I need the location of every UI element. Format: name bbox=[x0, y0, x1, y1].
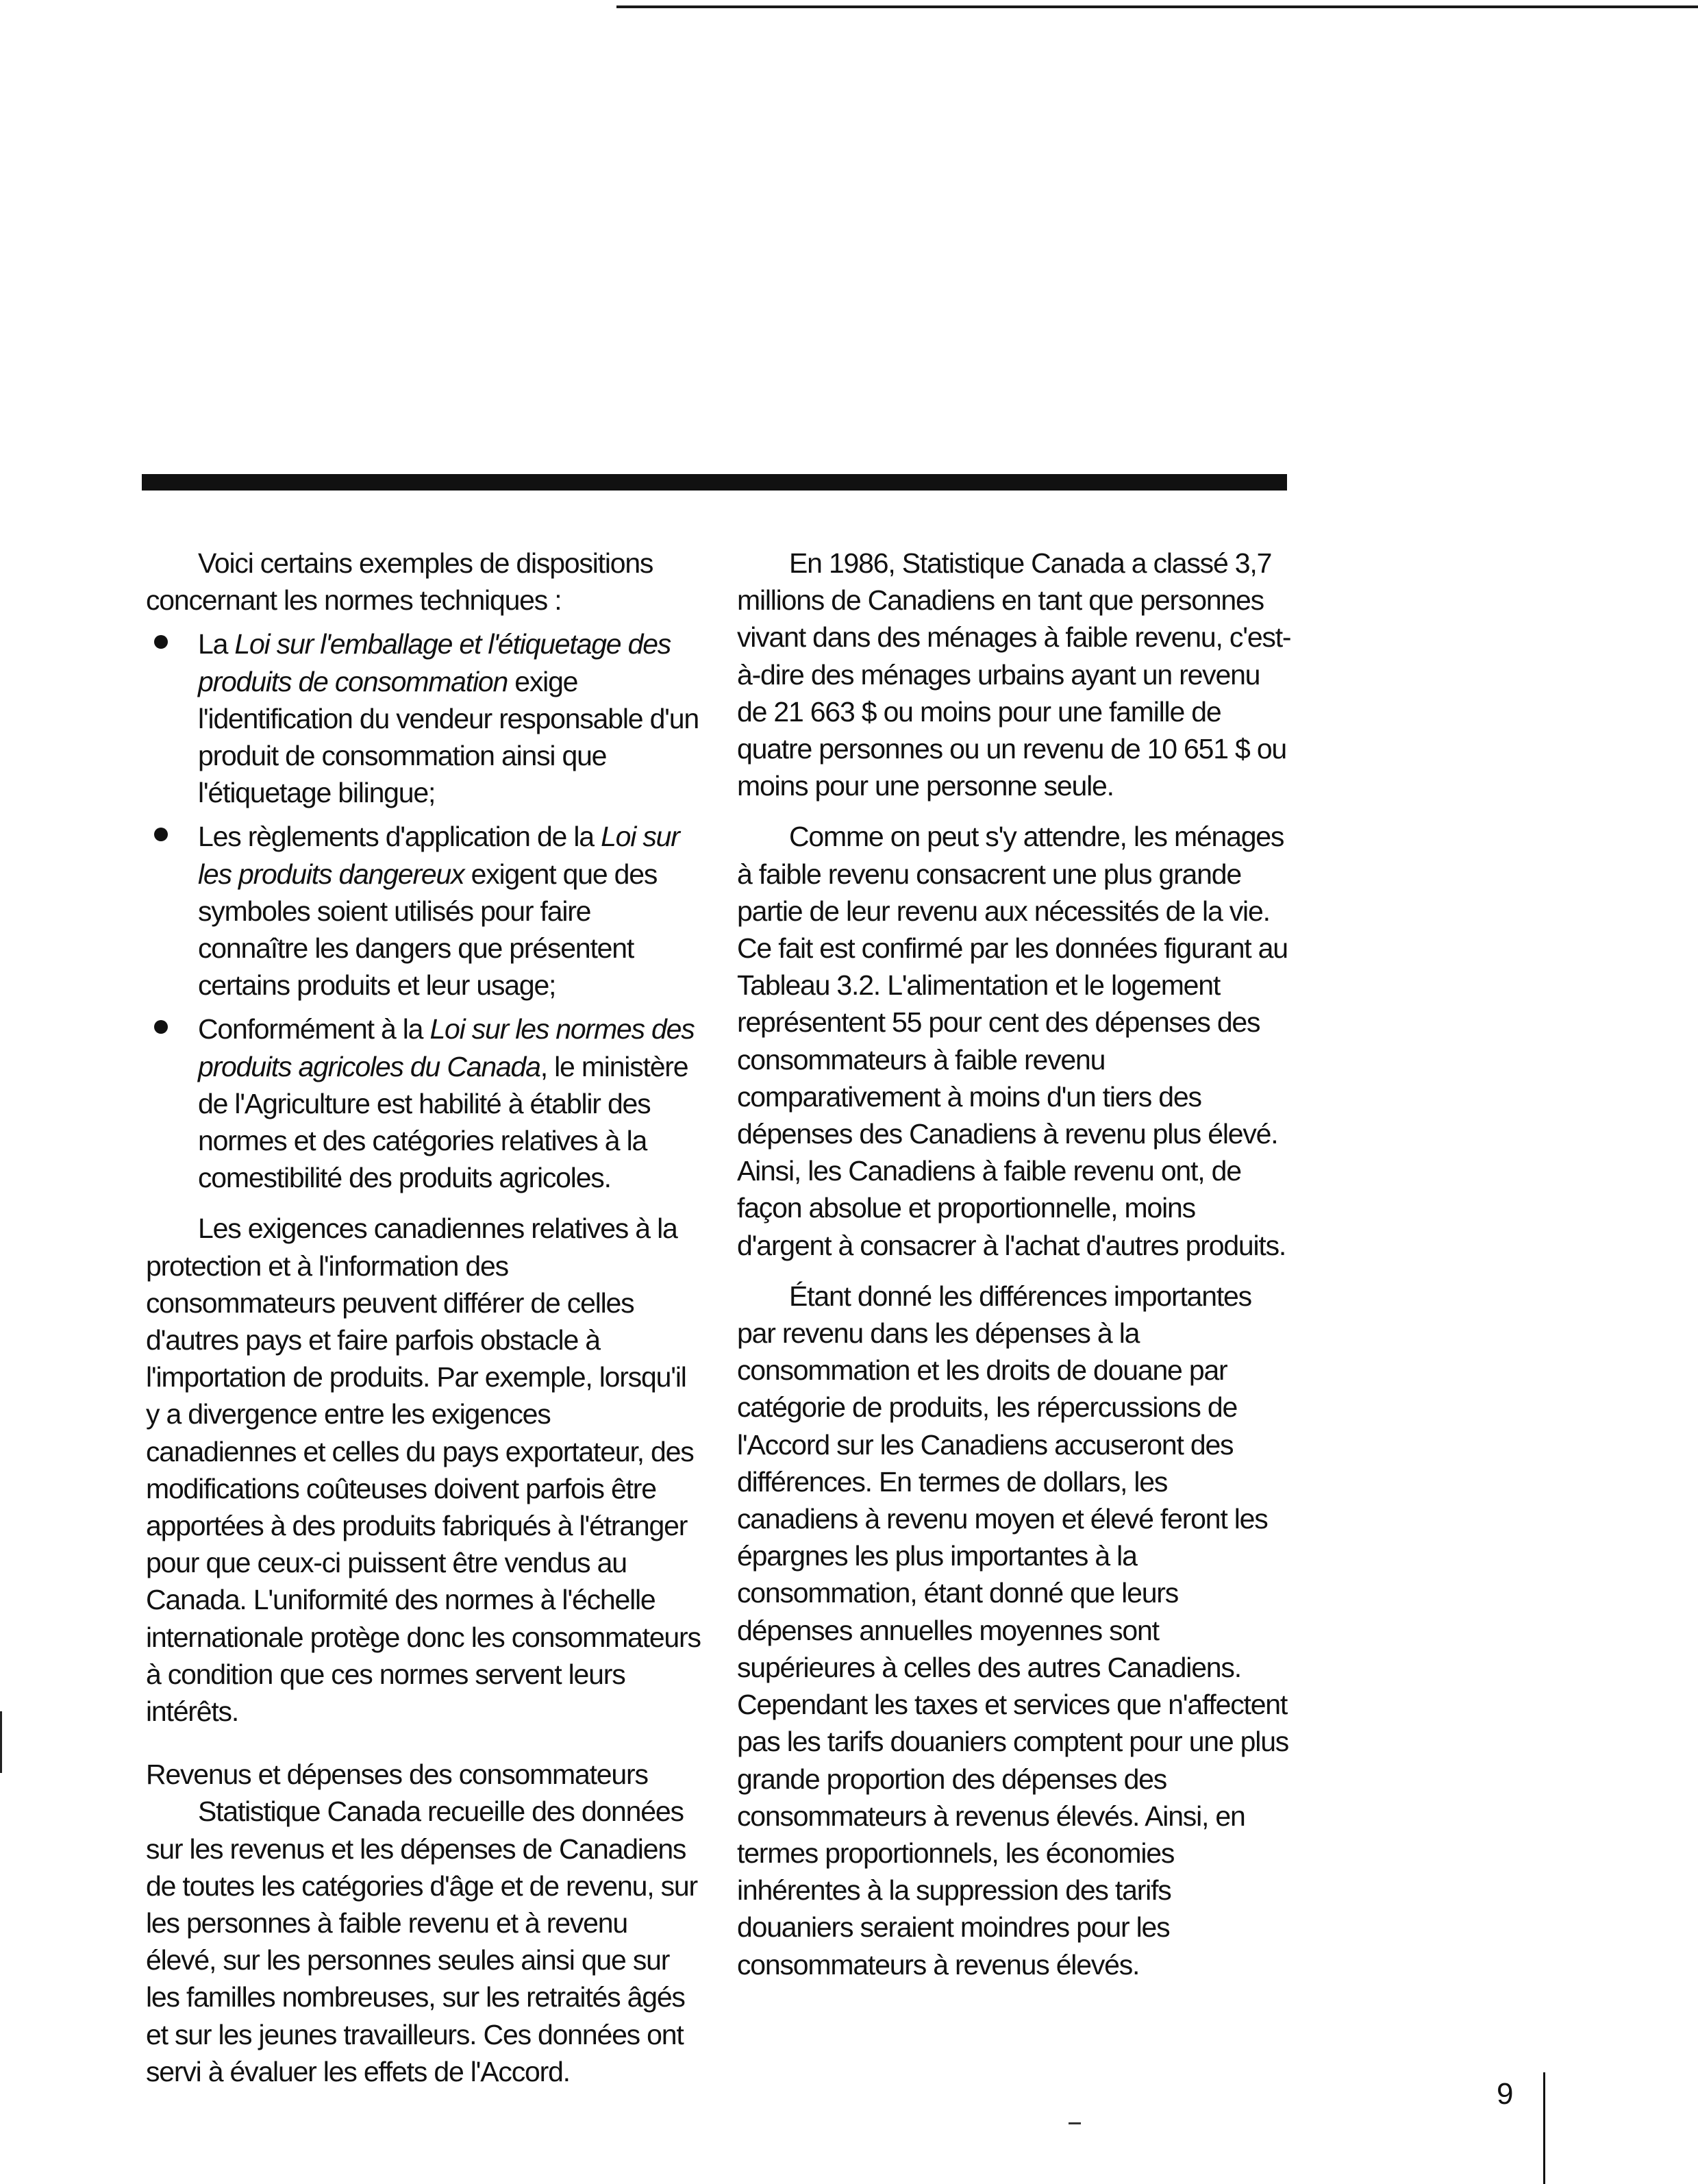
necessities-paragraph: Comme on peut s'y attendre, les ménages à faible revenu consacrent une plus grande partie de leur revenu aux nécessités de la vie. Ce fait est confirmé par les données figurant au Tableau 3.2. L'alimentation et le logement représentent 55 pour cent des dépenses des consommateurs à faible revenu comparativement à moins d'un tiers des dépenses des Canadiens à revenu plus élevé. Ainsi, les Canadiens à faible revenu ont, de façon absolue et proportionnelle, moins d'argent à consacrer à l'achat d'autres produits. bbox=[737, 821, 1288, 1261]
bullet-text-post: exige l'identification du vendeur responsable d'un produit de consommation ainsi que l'étiquetage bilingue; bbox=[198, 665, 699, 809]
footer-dash bbox=[1069, 2122, 1081, 2124]
bullet-text-pre: La bbox=[198, 628, 235, 660]
law-title: Loi sur les normes des produits agricoles du Canada bbox=[198, 1013, 695, 1082]
bullet-icon bbox=[154, 828, 168, 841]
top-edge-rule bbox=[616, 5, 1698, 8]
page-number: 9 bbox=[1497, 2077, 1514, 2111]
page-number-rule bbox=[1543, 2072, 1545, 2184]
bullet-text-post: exigent que des symboles soient utilisés pour faire connaître les dangers que présentent certains produits et leur usage; bbox=[198, 858, 658, 1002]
law-title: Loi sur l'emballage et l'étiquetage des produits de consommation bbox=[198, 628, 671, 697]
bullet-icon bbox=[154, 1020, 168, 1034]
bullet-text-pre: Les règlements d'application de la bbox=[198, 821, 601, 853]
margin-mark bbox=[0, 1711, 2, 1773]
statcan-paragraph: Statistique Canada recueille des données sur les revenus et les dépenses de Canadiens de toutes les catégories d'âge et de revenu, sur les personnes à faible revenu et à revenu élevé, sur les personnes seules ainsi que sur les familles nombreuses, sur les retraités âgés et sur les jeunes travailleurs. Ces données ont servi à évaluer les effets de l'Accord. bbox=[146, 1796, 697, 2087]
list-item bbox=[146, 1010, 701, 1196]
low-income-paragraph: En 1986, Statistique Canada a classé 3,7 millions de Canadiens en tant que personnes vivant dans des ménages à faible revenu, c'est-à-dire des ménages urbains ayant un revenu de 21 663 $ ou moins pour une famille de quatre personnes ou un revenu de 10 651 $ ou moins pour une personne seule. bbox=[737, 547, 1291, 802]
list-item bbox=[146, 625, 701, 811]
left-column bbox=[146, 545, 701, 2090]
list-item bbox=[146, 818, 701, 1004]
bullet-list bbox=[146, 625, 701, 1196]
standards-paragraph: Les exigences canadiennes relatives à la protection et à l'information des consommateurs peuvent différer de celles d'autres pays et faire parfois obstacle à l'importation de produits. Par exemple, lorsqu'il y a divergence entre les exigences canadiennes et celles du pays exportateur, des modifications coûteuses doivent parfois être apportées à des produits fabriqués à l'étranger pour que ceux-ci puissent être vendus au Canada. L'uniformité des normes à l'échelle internationale protège donc les consommateurs à condition que ces normes servent leurs intérêts. bbox=[146, 1213, 701, 1728]
law-title: Loi sur les produits dangereux bbox=[198, 821, 679, 890]
header-bar bbox=[142, 474, 1287, 491]
right-column bbox=[737, 545, 1292, 1983]
section-heading: Revenus et dépenses des consommateurs bbox=[146, 1759, 648, 1791]
bullet-text-post: , le ministère de l'Agriculture est habilité à établir des normes et des catégories relatives à la comestibilité des produits agricoles. bbox=[198, 1050, 688, 1194]
bullet-text-pre: Conformément à la bbox=[198, 1013, 430, 1045]
intro-paragraph: Voici certains exemples de dispositions concernant les normes techniques : bbox=[146, 547, 653, 617]
bullet-icon bbox=[154, 635, 168, 649]
accord-impact-paragraph: Étant donné les différences importantes par revenu dans les dépenses à la consommation et les droits de douane par catégorie de produits, les répercussions de l'Accord sur les Canadiens accuseront des différences. En termes de dollars, les canadiens à revenu moyen et élevé feront les épargnes les plus importantes à la consommation, étant donné que leurs dépenses annuelles moyennes sont supérieures à celles des autres Canadiens. Cependant les taxes et services que n'affectent pas les tarifs douaniers comptent pour une plus grande proportion des dépenses des consommateurs à revenus élevés. Ainsi, en termes proportionnels, les économies inhérentes à la suppression des tarifs douaniers seraient moindres pour les consommateurs à revenus élevés. bbox=[737, 1280, 1289, 1981]
